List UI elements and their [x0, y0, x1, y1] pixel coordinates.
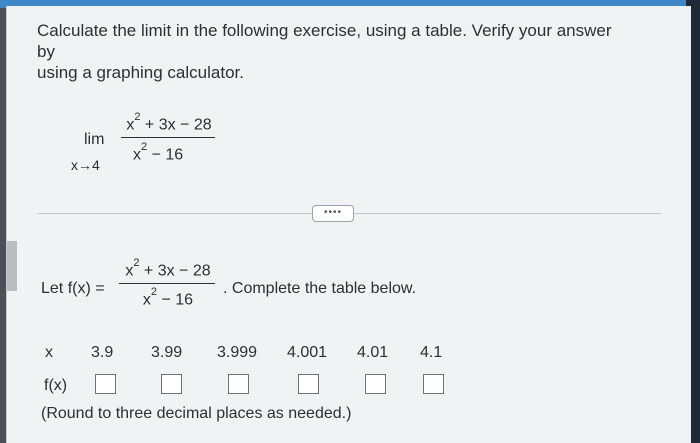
fx-answer-input[interactable] [423, 374, 444, 394]
function-denominator: $x^2 - 16$ [142, 286, 194, 309]
fx-answer-input[interactable] [161, 374, 182, 394]
limit-numerator: $x^2 + 3x - 28$ [126, 111, 212, 134]
lim-subscript: x→4 [71, 157, 100, 173]
fx-answer-input[interactable] [365, 374, 386, 394]
x-value: 3.999 [217, 344, 258, 361]
instruction-text: . Complete the table below. [223, 280, 417, 297]
x-value: 4.01 [357, 344, 389, 361]
x-value: 3.9 [91, 344, 114, 361]
fx-answer-input[interactable] [298, 374, 319, 394]
limit-denominator: $x^2 - 16$ [133, 141, 184, 164]
rounding-note: (Round to three decimal places as needed.) [41, 405, 352, 422]
fx-row-label: f(x) [44, 377, 68, 394]
fx-answer-input[interactable] [95, 374, 116, 394]
x-value: 4.001 [287, 344, 328, 361]
x-value: 3.99 [151, 344, 183, 361]
question-line-3: using a graphing calculator. [37, 63, 244, 82]
fx-answer-input[interactable] [228, 374, 249, 394]
limit-fraction [119, 111, 219, 165]
x-value: 4.1 [420, 344, 443, 361]
let-label: Let f(x) = [41, 280, 105, 297]
lim-label: lim [84, 131, 105, 148]
question-line-1: Calculate the limit in the following exercise, using a table. Verify your answer [37, 21, 612, 40]
function-definition [41, 257, 641, 320]
function-numerator: $x^2 + 3x - 28$ [125, 257, 211, 280]
question-panel [6, 6, 691, 443]
function-fraction [119, 257, 217, 310]
side-tab[interactable] [7, 241, 17, 291]
question-text [37, 20, 657, 83]
question-line-2: by [37, 42, 55, 61]
x-row-label: x [45, 344, 53, 361]
expand-more-button[interactable]: •••• [312, 205, 354, 222]
